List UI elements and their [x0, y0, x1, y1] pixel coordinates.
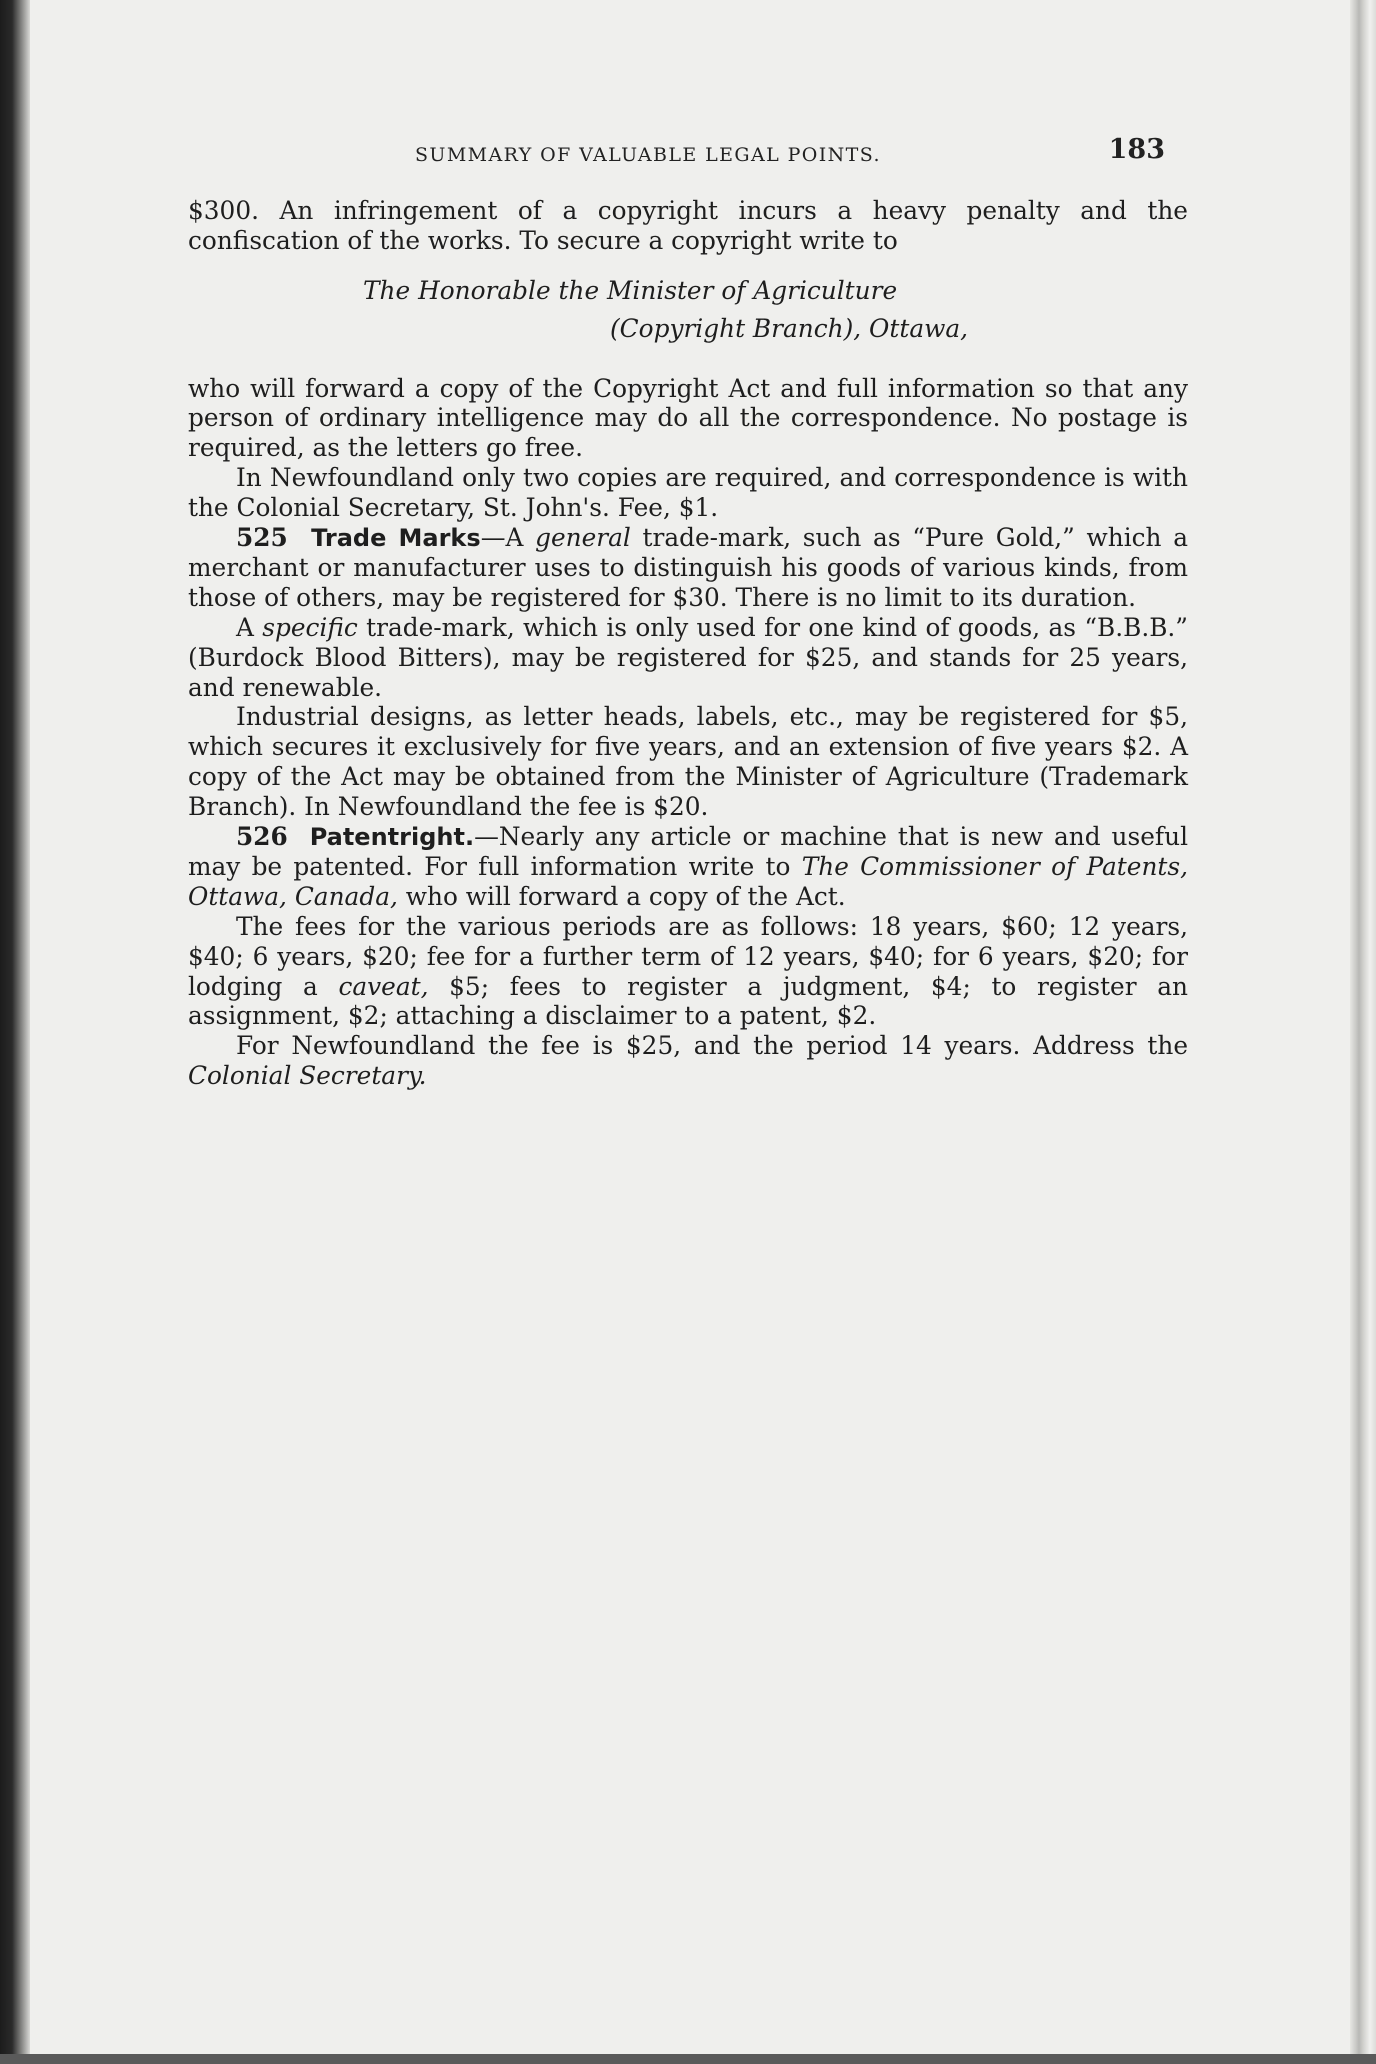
text-fragment: $5; fees to register a judgment, $4; to register an assignment, $2; attaching a disclaimer to a patent, $2.: [188, 971, 1188, 1031]
address-line-2: (Copyright Branch), Ottawa,: [610, 313, 968, 343]
text-fragment: who will forward a copy of the Act.: [397, 882, 846, 912]
emphasis-specific: specific: [262, 612, 358, 642]
section-526-paragraph-3: [188, 1031, 1188, 1091]
text-fragment: A: [236, 612, 263, 642]
emphasis-general: general: [535, 522, 631, 552]
section-number: 525: [236, 522, 288, 552]
section-heading: Trade Marks: [311, 523, 481, 552]
text-fragment: trade-mark, such as “Pure Gold,” which a merchant or manufacturer uses to distinguish his goods of various kinds, from those of others, may be registered for $30. There is no limit to its duration.: [188, 522, 1188, 613]
copyright-paragraph-3: In Newfoundland only two copies are required, and correspondence is with the Colonial Secretary, St. John's. Fee, $1.: [188, 462, 1188, 522]
section-526-paragraph-1: [188, 822, 1188, 912]
text-fragment: trade-mark, which is only used for one kind of goods, as “B.B.B.” (Burdock Blood Bitters), may be registered for $25, and stands for 25 years, and renewable.: [188, 612, 1188, 702]
emphasis-caveat: caveat,: [338, 971, 429, 1001]
address-line-1: The Honorable the Minister of Agriculture: [363, 275, 898, 305]
text-fragment: —A: [480, 522, 536, 552]
text-fragment: —Nearly any article or machine that is new and useful may be patented. For full information write to: [188, 821, 1189, 882]
section-heading: Patentright.: [309, 822, 475, 851]
page-bottom-edge: [0, 2054, 1376, 2064]
page-fore-edge: [1350, 0, 1376, 2064]
copyright-paragraph-1: $300. An infringement of a copyright incurs a heavy penalty and the confiscation of the works. To secure a copyright write to: [188, 196, 1188, 255]
text-fragment: For Newfoundland the fee is $25, and the period 14 years. Address the: [236, 1031, 1188, 1061]
page-number: 183: [1108, 134, 1165, 165]
section-525-paragraph-3: Industrial designs, as letter heads, labels, etc., may be registered for $5, which secures it exclusively for five years, and an extension of five years $2. A copy of the Act may be obtained from the Minister of Agriculture (Trademark Branch). In Newfoundland the fee is $20.: [188, 702, 1188, 821]
section-number: 526: [236, 821, 288, 851]
book-spine: [0, 0, 30, 2064]
copyright-paragraph-2: who will forward a copy of the Copyright Act and full information so that any person of ordinary intelligence may do all the correspondence. No postage is required, as the letters go free.: [188, 373, 1188, 463]
running-head: SUMMARY OF VALUABLE LEGAL POINTS.: [415, 144, 881, 166]
section-525-paragraph-1: [188, 523, 1188, 613]
page-header: [185, 134, 1185, 176]
section-526-paragraph-2: [188, 912, 1188, 1031]
copyright-address: [188, 272, 1188, 348]
emphasis-colonial-secretary: Colonial Secretary.: [188, 1060, 427, 1090]
section-525-paragraph-2: [188, 613, 1188, 702]
body-text: [188, 196, 1188, 1091]
emphasis-commissioner: The Commissioner of Patents, Ottawa, Canada,: [188, 852, 1188, 912]
text-fragment: The fees for the various periods are as follows: 18 years, $60; 12 years, $40; 6 years, $20; fee for a further term of 12 years, $40; for 6 years, $20; for lodging a: [188, 911, 1188, 1001]
